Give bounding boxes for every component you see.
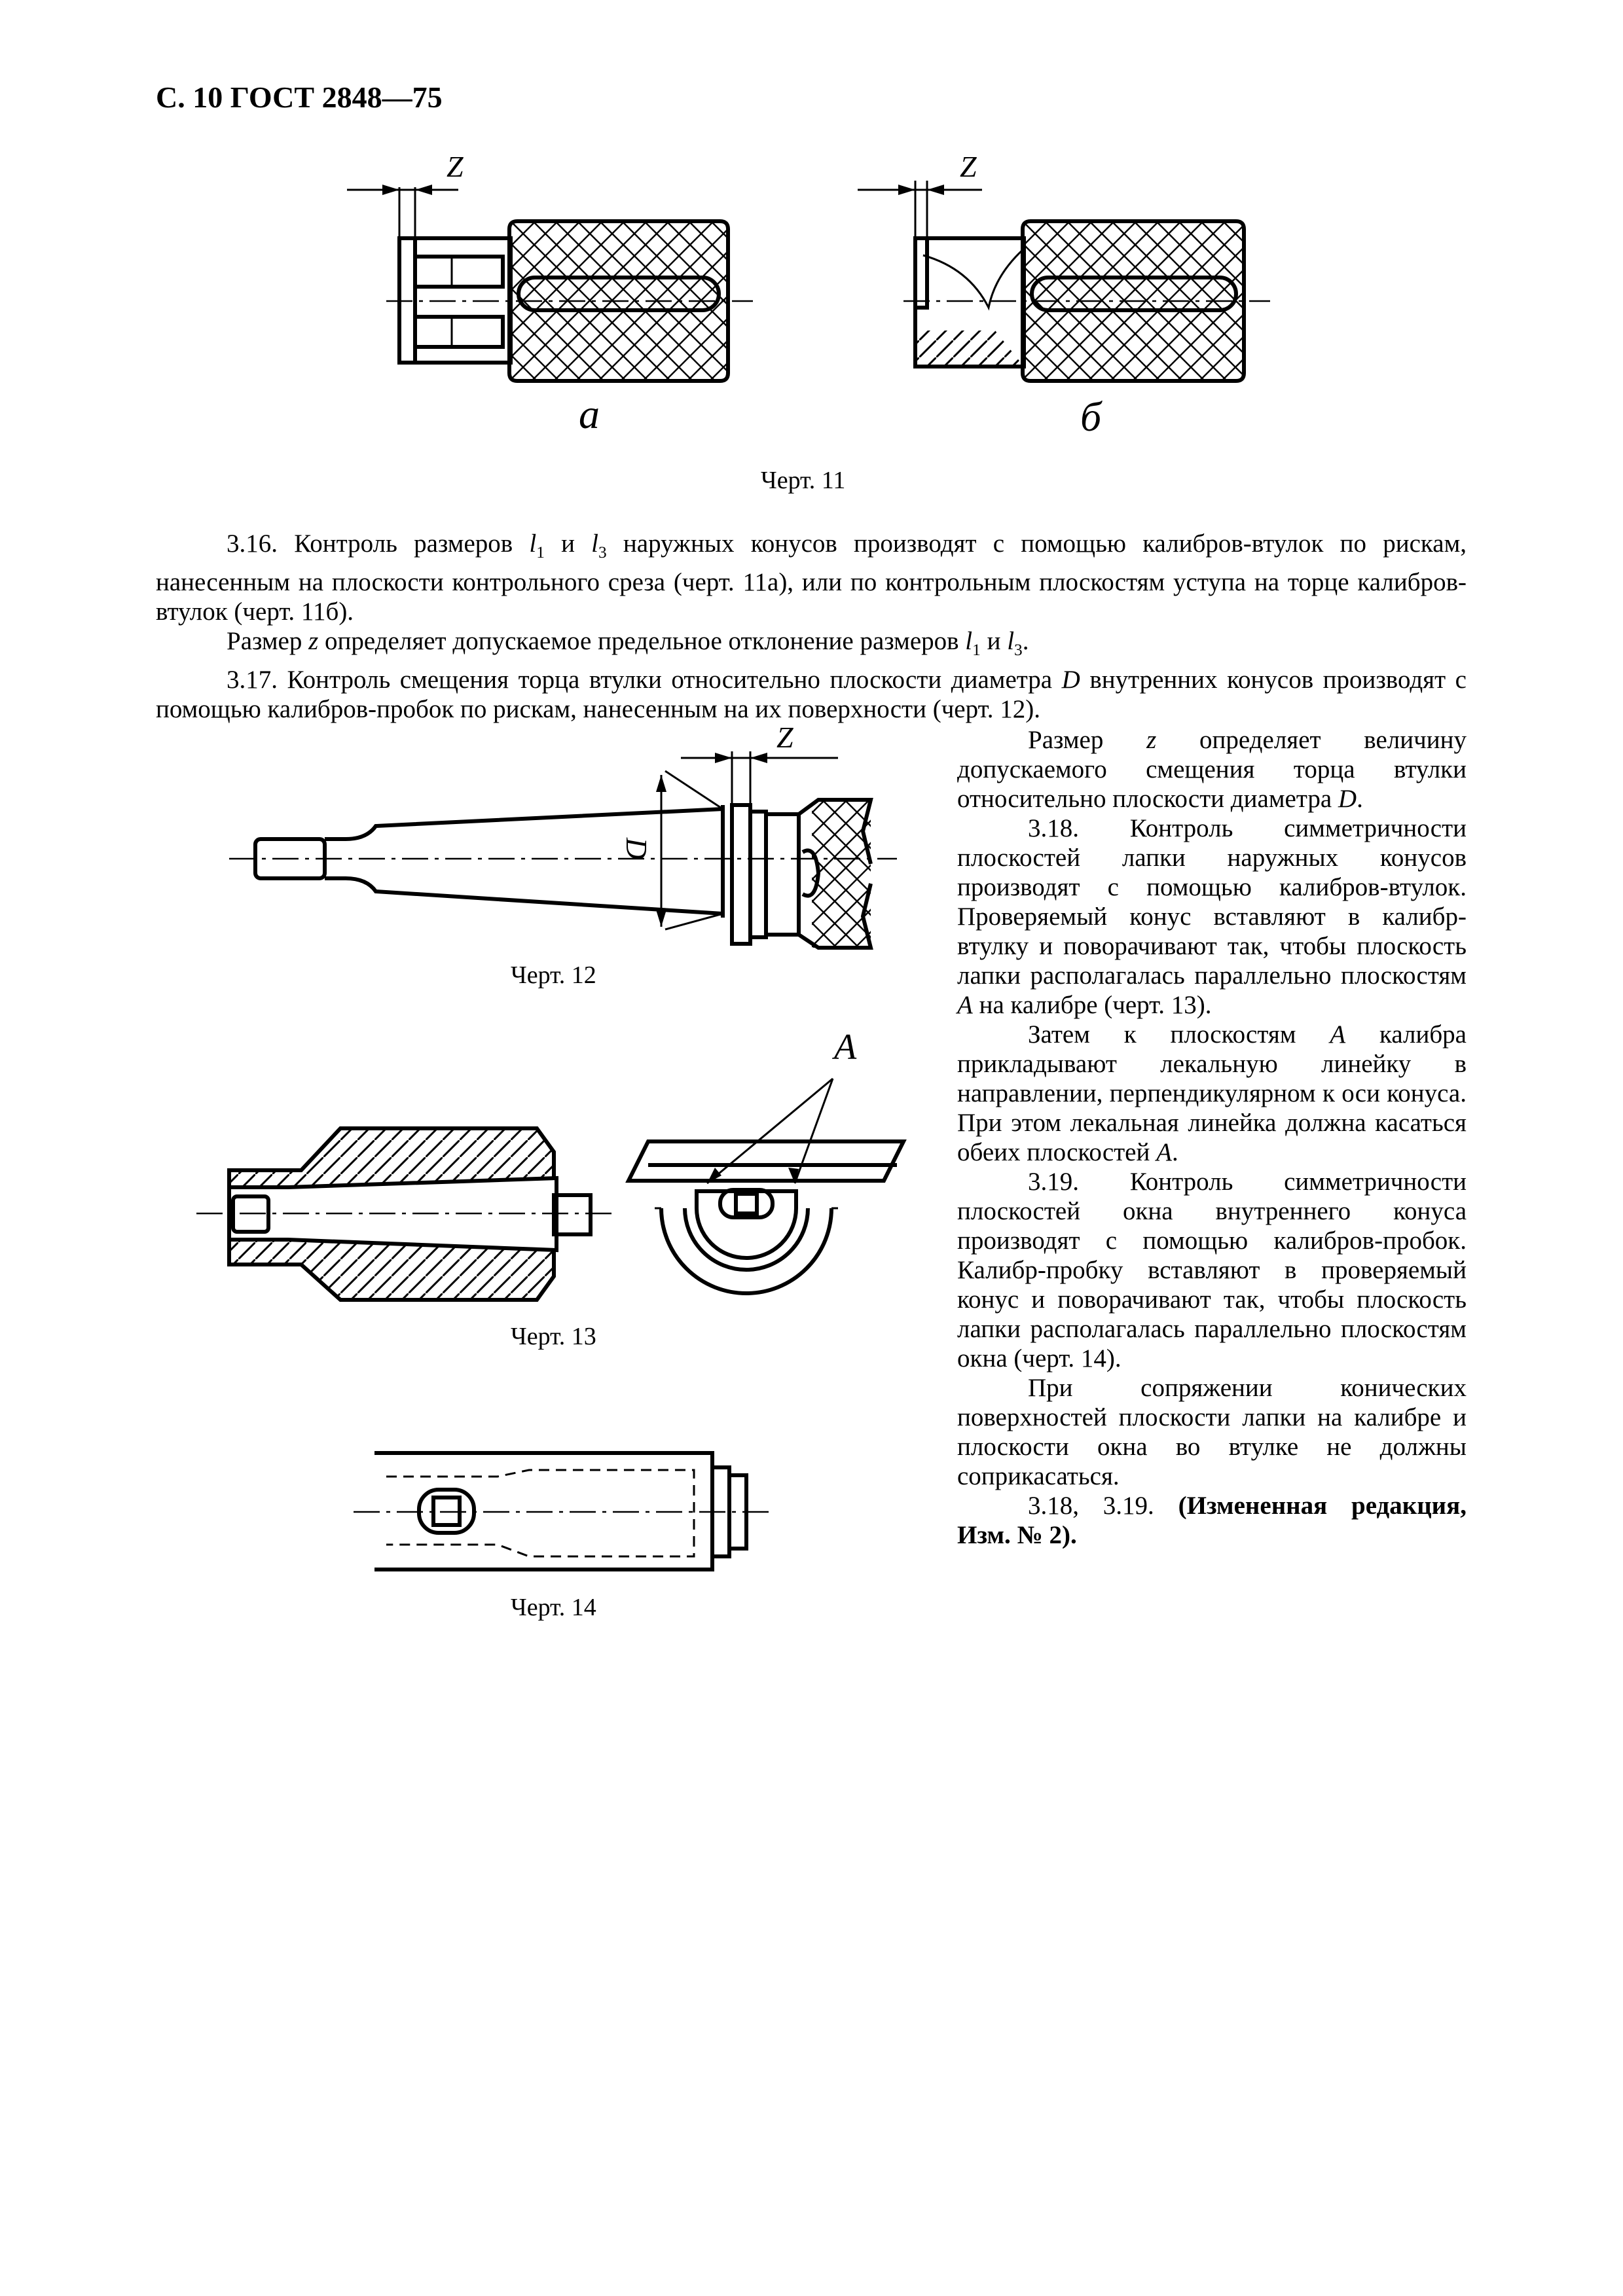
figure-11a	[347, 185, 753, 381]
fig12-dim-z-label: Z	[776, 721, 793, 754]
fig11-label-a: a	[579, 391, 600, 437]
right-column-text	[957, 725, 1467, 1550]
fig13-label-a: A	[834, 1027, 857, 1067]
fig11-caption: Черт. 11	[761, 467, 846, 494]
page-header: С. 10 ГОСТ 2848—75	[156, 81, 443, 114]
fig12-caption: Черт. 12	[511, 961, 596, 989]
full-width-text	[156, 529, 1467, 724]
fig14-caption: Черт. 14	[511, 1594, 596, 1621]
fig11-label-b: б	[1080, 393, 1102, 440]
paragraph-3-17: 3.17. Контроль смещения торца втулки относительно плоскости диаметра D внутренних конусов производят с помощью калибров-пробок по рискам, нанесенным на их поверхности (черт. 12).	[156, 665, 1467, 723]
paragraph-3-19: 3.19. Контроль симметричности плоскостей окна внутреннего конуса производят с помощью калибров-пробок. Калибр-пробку вставляют в проверяемый конус и поворачивают так, чтобы плоскость лапки располагалась параллельно плоскостям окна (черт. 14).	[957, 1168, 1467, 1372]
paragraph-amendment: 3.18, 3.19. (Измененная редакция, Изм. № 2).	[957, 1492, 1467, 1549]
paragraph-ruler: Затем к плоскостям A калибра прикладывают лекальную линейку в направлении, перпендикулярном к оси конуса. При этом лекальная линейка должна касаться обеих плоскостей A.	[957, 1020, 1467, 1166]
figure-13	[196, 1079, 903, 1300]
fig11-dim-z-label: Z	[447, 150, 464, 183]
fig11b-dim-z-label: Z	[960, 150, 977, 183]
paragraph-mating-surfaces: При сопряжении конических поверхностей плоскости лапки на калибре и плоскости окна во втулке не должны соприкасаться.	[957, 1374, 1467, 1490]
figure-14	[354, 1453, 773, 1570]
paragraph-z-definition: Размер z определяет допускаемое предельное отклонение размеров $l_1$ и $l_3$.	[227, 626, 1029, 659]
fig13-caption: Черт. 13	[511, 1323, 596, 1350]
figure-12	[229, 751, 897, 948]
figure-11b	[858, 181, 1270, 381]
paragraph-3-16: 3.16. Контроль размеров $l_1$ и $l_3$ наружных конусов производят с помощью калибров-втулок по рискам, нанесенным на плоскости контрольного среза (черт. 11а), или по контрольным плоскостям уступа на торце калибров-втулок (черт. 11б).	[156, 529, 1467, 626]
paragraph-3-18: 3.18. Контроль симметричности плоскостей лапки наружных конусов производят с помощью калибров-втулок. Проверяемый конус вставляют в калибр-втулку и поворачивают так, чтобы плоскость лапки располагалась параллельно плоскостям A на калибре (черт. 13).	[957, 814, 1467, 1019]
fig12-dim-d-label: D	[620, 837, 654, 860]
paragraph-z-offset: Размер z определяет величину допускаемого смещения торца втулки относительно плоскости диаметра D.	[957, 726, 1467, 813]
